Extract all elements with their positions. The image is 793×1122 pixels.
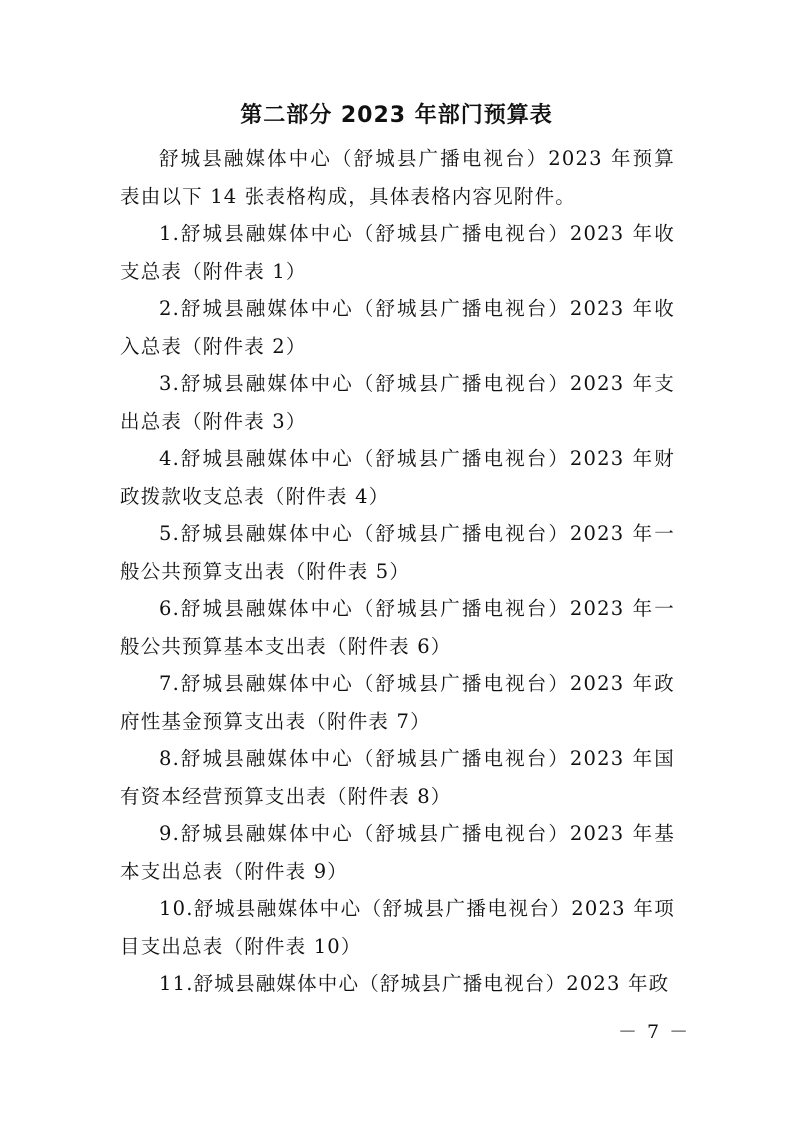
section-title: 第二部分 2023 年部门预算表 [240, 103, 553, 128]
document-body [120, 140, 675, 1003]
list-item: 7.舒城县融媒体中心（舒城县广播电视台）2023 年政府性基金预算支出表（附件表 7） [120, 672, 675, 733]
list-item: 11.舒城县融媒体中心（舒城县广播电视台）2023 年政 [159, 972, 670, 995]
intro-paragraph: 舒城县融媒体中心（舒城县广播电视台）2023 年预算表由以下 14 张表格构成，具体表格内容见附件。 [120, 147, 675, 208]
list-item: 5.舒城县融媒体中心（舒城县广播电视台）2023 年一般公共预算支出表（附件表 5） [120, 522, 675, 583]
list-item: 8.舒城县融媒体中心（舒城县广播电视台）2023 年国有资本经营预算支出表（附件表 8） [120, 747, 675, 808]
list-item: 9.舒城县融媒体中心（舒城县广播电视台）2023 年基本支出总表（附件表 9） [120, 822, 675, 883]
list-item: 6.舒城县融媒体中心（舒城县广播电视台）2023 年一般公共预算基本支出表（附件表 6） [120, 597, 675, 658]
list-item: 10.舒城县融媒体中心（舒城县广播电视台）2023 年项目支出总表（附件表 10） [120, 897, 675, 958]
list-item: 1.舒城县融媒体中心（舒城县广播电视台）2023 年收支总表（附件表 1） [120, 222, 675, 283]
list-item: 3.舒城县融媒体中心（舒城县广播电视台）2023 年支出总表（附件表 3） [120, 372, 675, 433]
page-number: － 7 － [618, 1021, 691, 1043]
list-item: 4.舒城县融媒体中心（舒城县广播电视台）2023 年财政拨款收支总表（附件表 4） [120, 447, 675, 508]
list-item: 2.舒城县融媒体中心（舒城县广播电视台）2023 年收入总表（附件表 2） [120, 297, 675, 358]
